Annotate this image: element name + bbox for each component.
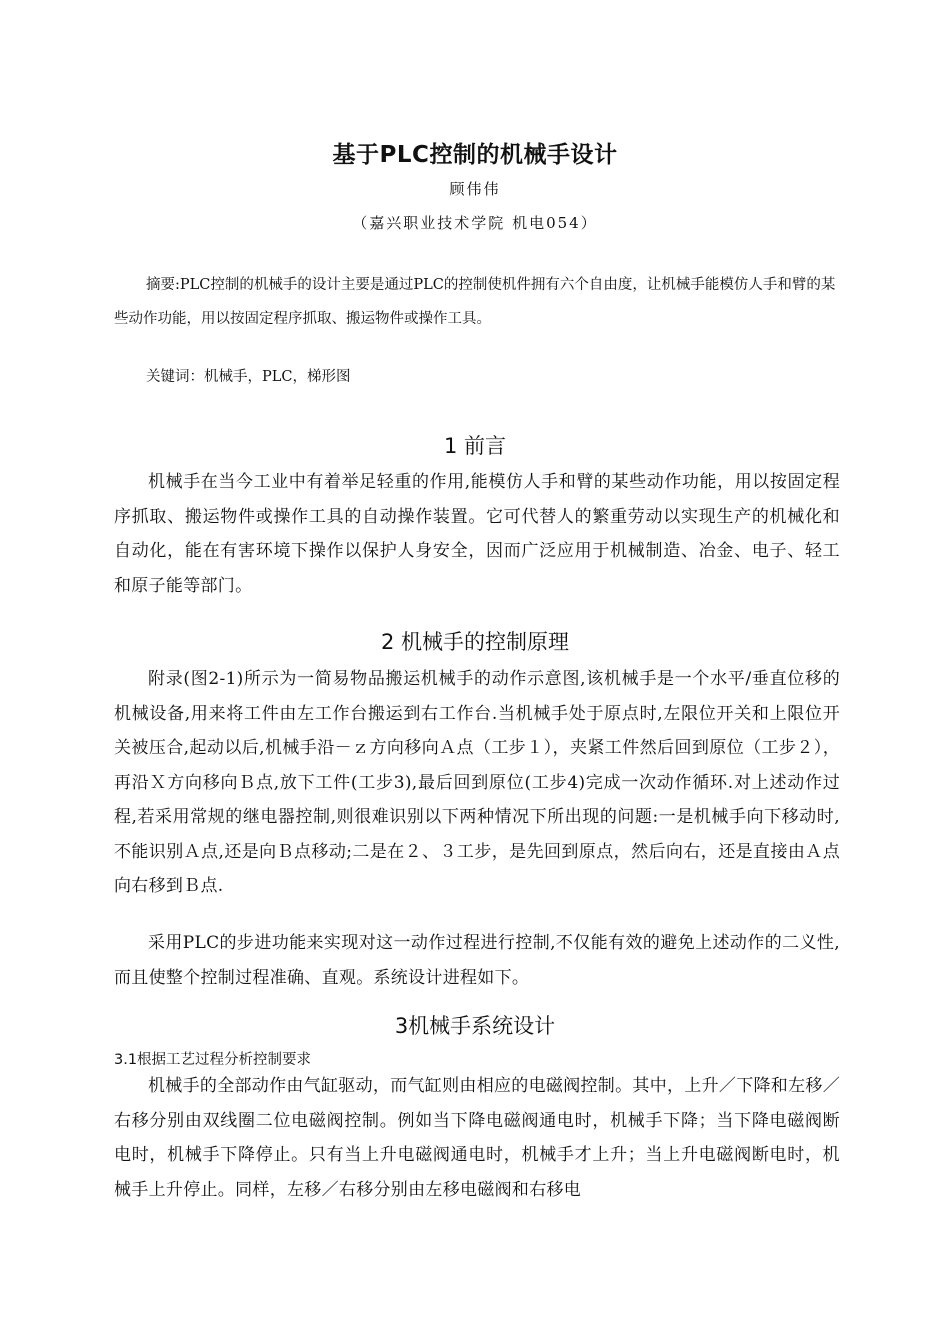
document-title: 基于PLC控制的机械手设计 [332,142,618,168]
section-3-1-subheading: 3.1根据工艺过程分析控制要求 [114,1052,312,1068]
section-1-heading: 1 前言 [443,434,507,458]
section-2-heading: 2 机械手的控制原理 [380,630,570,654]
section-1-paragraph: 机械手在当今工业中有着举足轻重的作用,能模仿人手和臂的某些动作功能，用以按固定程序抓取、搬运物件或操作工具的自动操作装置。它可代替人的繁重劳动以实现生产的机械化和自动化，能在有害环境下操作以保护人身安全，因而广泛应用于机械制造、冶金、电子、轻工和原子能等部门。 [114,472,840,596]
abstract-text: :PLC控制的机械手的设计主要是通过PLC的控制使机件拥有六个自由度，让机械手能模仿人手和臂的某些动作功能，用以按固定程序抓取、搬运物件或操作工具。 [114,277,836,327]
author-affiliation: （嘉兴职业技术学院 机电054） [352,214,598,232]
section-2-paragraph-1: 附录(图2-1)所示为一简易物品搬运机械手的动作示意图,该机械手是一个水平/垂直位移的机械设备,用来将工件由左工作台搬运到右工作台.当机械手处于原点时,左限位开关和上限位开关被压合,起动以后,机械手沿－ｚ方向移向Ａ点（工步１），夹紧工件然后回到原位（工步２），再沿Ｘ方向移向Ｂ点,放下工件(工步3),最后回到原位(工步4)完成一次动作循环.对上述动作过程,若采用常规的继电器控制,则很难识别以下两种情况下所出现的问题:一是机械手向下移动时,不能识别Ａ点,还是向Ｂ点移动;二是在２、３工步，是先回到原点，然后向右，还是直接由Ａ点向右移到Ｂ点. [114,669,840,896]
section-3-heading: 3机械手系统设计 [394,1014,556,1038]
keywords [146,362,350,392]
abstract [114,268,840,336]
keywords-text: ：机械手，PLC，梯形图 [189,369,351,385]
section-3-paragraph: 机械手的全部动作由气缸驱动，而气缸则由相应的电磁阀控制。其中，上升／下降和左移／右移分别由双线圈二位电磁阀控制。例如当下降电磁阀通电时，机械手下降；当下降电磁阀断电时，机械手下降停止。只有当上升电磁阀通电时，机械手才上升；当上升电磁阀断电时，机械手上升停止。同样，左移／右移分别由左移电磁阀和右移电 [114,1076,840,1200]
section-2-paragraph-2: 采用PLC的步进功能来实现对这一动作过程进行控制,不仅能有效的避免上述动作的二义性,而且使整个控制过程准确、直观。系统设计进程如下。 [114,933,840,988]
author-name: 顾伟伟 [449,180,501,198]
keywords-label: 关键词 [146,369,190,385]
abstract-label: 摘要 [146,277,175,293]
